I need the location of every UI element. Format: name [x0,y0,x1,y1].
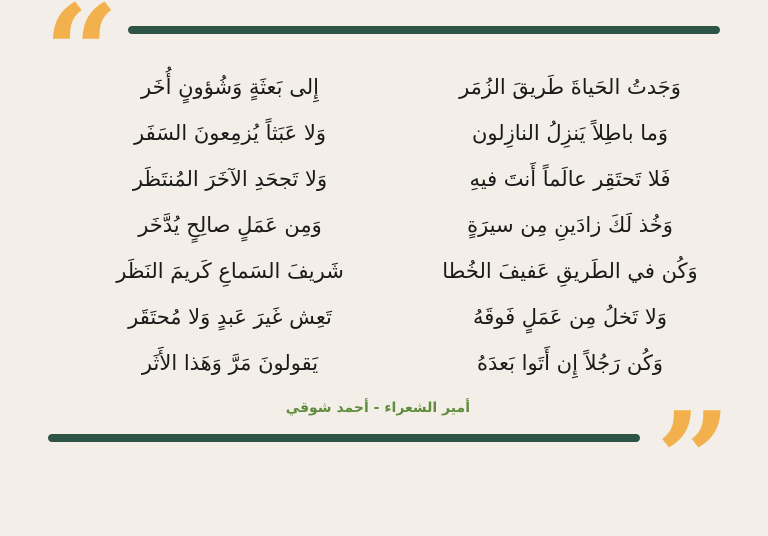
verse-1-first-hemistich: وَجَدتُ الحَياةَ طَريقَ الزُمَر [459,75,681,99]
verse-3-first-hemistich: فَلا تَحتَقِر عالَماً أَنتَ فيهِ [469,167,671,191]
bottom-divider-bar [48,434,640,442]
verse-4 [60,202,740,248]
verse-6 [60,294,740,340]
verse-4-second-hemistich: وَمِن عَمَلٍ صالِحٍ يُدَّخَر [138,213,322,237]
verse-2-first-hemistich: وَما باطِلاً يَنزِلُ النازِلون [471,121,669,145]
verse-4-first-hemistich: وَخُذ لَكَ زادَينِ مِن سيرَةٍ [467,213,673,237]
verse-7 [60,340,740,386]
verse-1-second-hemistich: إِلى بَعثَةٍ وَشُؤونٍ أُخَر [141,75,319,99]
close-quote-icon: ” [656,383,731,536]
verse-7-second-hemistich: يَقولونَ مَرَّ وَهَذا الأَثَر [141,351,319,375]
verse-6-second-hemistich: تَعِش غَيرَ عَبدٍ وَلا مُحتَقَر [128,305,332,329]
verse-5-first-hemistich: وَكُن في الطَريقِ عَفيفَ الخُطا [442,259,698,283]
open-quote-icon: “ [44,0,119,129]
verse-3 [60,156,740,202]
poet-attribution: أمير الشعراء - أحمد شوقي [285,400,470,416]
verse-1 [60,64,740,110]
verse-2 [60,110,740,156]
verse-7-first-hemistich: وَكُن رَجُلاً إِن أَتَوا بَعدَهُ [476,351,664,375]
poem [60,64,740,386]
verse-5 [60,248,740,294]
verse-5-second-hemistich: شَريفَ السَماعِ كَريمَ النَظَر [116,259,344,283]
verse-2-second-hemistich: وَلا عَبَثاً يُزمِعونَ السَفَر [133,121,326,145]
top-divider-bar [128,26,720,34]
verse-3-second-hemistich: وَلا تَجحَدِ الآخَرَ المُنتَظَر [132,167,328,191]
verse-6-first-hemistich: وَلا تَخلُ مِن عَمَلٍ فَوقَهُ [472,305,668,329]
